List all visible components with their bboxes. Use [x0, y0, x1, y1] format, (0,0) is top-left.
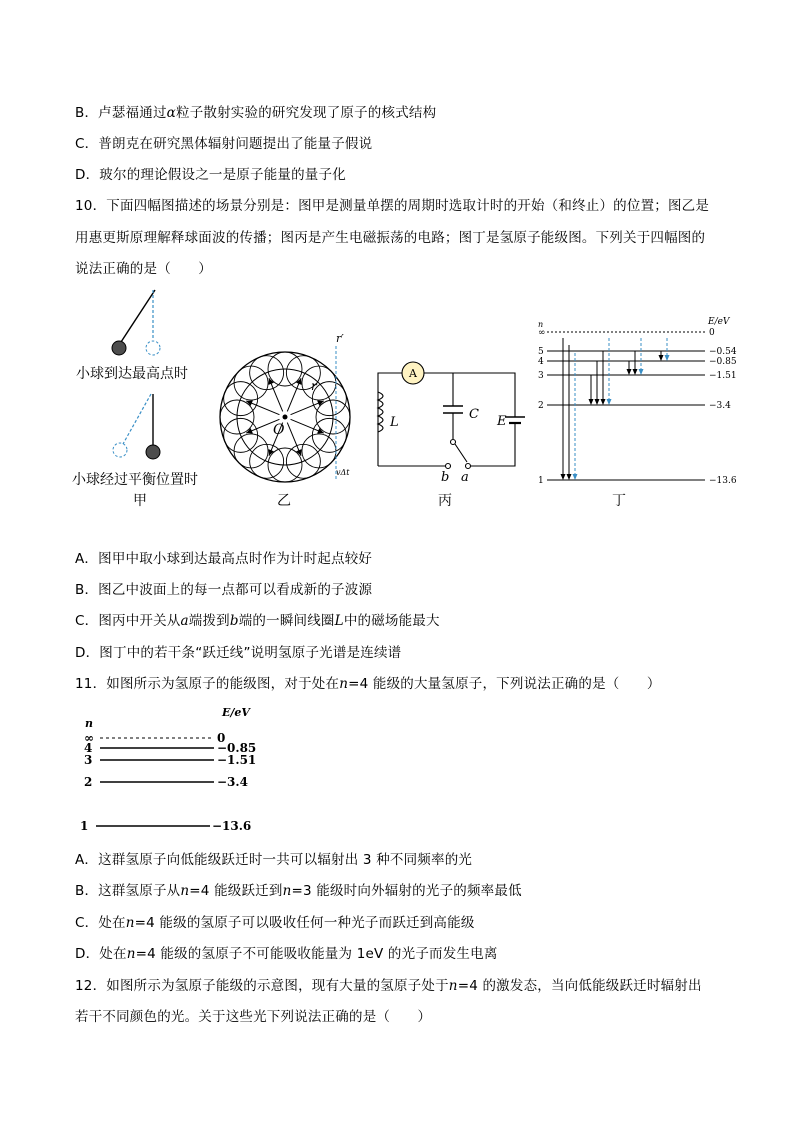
q10-option-c-text-2: 端拨到: [188, 613, 230, 629]
ding-level-energy: 0: [709, 328, 715, 338]
ding-transition-arrowhead: [665, 355, 670, 361]
ding-level-energy: −13.6: [709, 476, 737, 486]
ding-transition-arrowhead: [601, 399, 606, 405]
q11-energy-level-figure: [70, 702, 270, 837]
ding-level-n: 4: [538, 357, 544, 367]
huygens-figure-yi: [220, 332, 350, 509]
pendulum-string-top: [121, 290, 155, 342]
battery-label: E: [497, 414, 507, 429]
yi-label: 乙: [277, 493, 291, 509]
ding-transition-arrowhead: [627, 369, 632, 375]
ding-transition-arrowhead: [561, 474, 566, 480]
ammeter-label: A: [409, 367, 417, 380]
energy-level-figure-ding: [538, 317, 737, 509]
q11-option-d: [75, 945, 498, 963]
q10-figure: [0, 280, 794, 510]
alpha-symbol: α: [166, 105, 176, 121]
q10-option-c-text-3: 端的一瞬间线圈: [238, 613, 335, 629]
q11-option-b-text-3: =3 能级时向外辐射的光子的频率最低: [291, 883, 522, 899]
huygens-label-O: O: [273, 422, 285, 438]
q11-option-d-text-1: D．处在: [75, 946, 127, 962]
q11-level-n: ∞: [84, 731, 94, 745]
lc-circuit-labels: [389, 367, 507, 509]
ding-transition-arrowhead: [659, 355, 664, 361]
huygens-label-dt: vΔt: [336, 468, 350, 477]
q11-option-c: [75, 914, 475, 932]
q12-stem-line2: 若干不同颜色的光。关于这些光下列说法正确的是（ ）: [75, 1009, 432, 1025]
q11-level-lines: [80, 731, 256, 833]
ding-level-n: ∞: [538, 328, 546, 338]
q10-option-c-b: b: [229, 613, 239, 629]
ding-transition-arrowhead: [639, 369, 644, 375]
q11-level-energy: −0.85: [217, 741, 257, 755]
ding-transition-arrowhead: [607, 399, 612, 405]
pendulum-figure-jia: [72, 290, 198, 509]
q11-stem: [75, 675, 661, 693]
switch-blade: [455, 444, 467, 462]
q10-option-c-text-1: C．图丙中开关从: [75, 613, 181, 629]
q11-option-d-text-2: =4 能级的氢原子不可能吸收能量为 1eV 的光子而发生电离: [135, 946, 498, 962]
q11-level-energy: −1.51: [217, 753, 257, 767]
jia-top-caption: 小球到达最高点时: [76, 366, 188, 382]
ding-transition-arrowhead: [573, 474, 578, 480]
q9-option-d: D．玻尔的理论假设之一是原子能量的量子化: [75, 167, 346, 183]
q10-option-b: B．图乙中波面上的每一点都可以看成新的子波源: [75, 582, 373, 598]
q11-option-d-n: n: [126, 946, 136, 962]
ding-transition-arrowhead: [567, 474, 572, 480]
ding-label: 丁: [612, 493, 626, 509]
q11-level-energy: −13.6: [212, 819, 252, 833]
q10-stem-line3: 说法正确的是（ ）: [75, 261, 212, 277]
capacitor-label: C: [469, 407, 479, 422]
bing-label: 丙: [438, 493, 452, 509]
jia-bottom-caption: 小球经过平衡位置时: [72, 472, 198, 488]
q12-stem-text-1: 12．如图所示为氢原子能级的示意图，现有大量的氢原子处于: [75, 978, 449, 994]
ding-level-n: 5: [538, 347, 544, 357]
q11-level-n: 4: [84, 741, 93, 755]
q10-stem-line1: 10．下面四幅图描述的场景分别是：图甲是测量单摆的周期时选取计时的开始（和终止）的位置；图乙是: [75, 198, 710, 214]
huygens-label-rprime: r′: [336, 332, 344, 345]
q11-level-energy: −3.4: [217, 775, 248, 789]
inductor-coil: [378, 392, 383, 432]
q9-option-c: C．普朗克在研究黑体辐射问题提出了能量子假说: [75, 136, 373, 152]
q11-option-b-text-1: B．这群氢原子从: [75, 883, 181, 899]
q11-option-b: [75, 882, 522, 900]
switch-pivot: [451, 440, 456, 445]
ding-level-lines: [538, 328, 737, 486]
q11-level-energy: 0: [217, 731, 226, 745]
q9-option-b-text-2: 粒子散射实验的研究发现了原子的核式结构: [176, 105, 437, 121]
ding-level-energy: −0.54: [709, 347, 737, 357]
q11-stem-text-2: =4 能级的大量氢原子，下列说法正确的是（ ）: [348, 676, 661, 692]
q11-option-c-text-1: C．处在: [75, 915, 126, 931]
ding-transition-arrows: [561, 338, 670, 480]
q10-option-c-L: L: [334, 613, 344, 629]
terminal-b-label: b: [441, 470, 450, 485]
ding-transition-arrowhead: [595, 399, 600, 405]
ding-level-n: 3: [538, 371, 544, 381]
inductor-label: L: [390, 415, 399, 430]
ding-level-n: 1: [538, 476, 544, 486]
switch-terminal-b: [446, 464, 451, 469]
pendulum-ghost-ball-bottom: [113, 443, 127, 457]
q12-stem-n: n: [448, 978, 458, 994]
q11-level-n: 1: [80, 819, 89, 833]
q11-option-a: A．这群氢原子向低能级跃迁时一共可以辐射出 3 种不同频率的光: [75, 852, 473, 868]
q10-option-c-a: a: [180, 613, 189, 629]
q9-option-b-text: B．卢瑟福通过: [75, 105, 167, 121]
q11-level-n: 2: [84, 775, 93, 789]
q10-option-d: D．图丁中的若干条“跃迁线”说明氢原子光谱是连续谱: [75, 645, 402, 661]
ding-level-energy: −1.51: [709, 371, 737, 381]
pendulum-ghost-ball-top: [146, 341, 160, 355]
circuit-wire-bottom-right: [471, 423, 515, 466]
q11-option-c-n: n: [125, 915, 135, 931]
q10-option-c-text-4: 中的磁场能最大: [343, 613, 440, 629]
ding-level-energy: −0.85: [709, 357, 737, 367]
huygens-center-point: [283, 415, 288, 420]
pendulum-ball-top: [112, 341, 126, 355]
q11-option-b-n2: n: [282, 883, 292, 899]
ding-transition-arrowhead: [633, 369, 638, 375]
q10-option-a: A．图甲中取小球到达最高点时作为计时起点较好: [75, 551, 373, 567]
switch-terminal-a: [466, 464, 471, 469]
ding-level-n: 2: [538, 401, 544, 411]
q11-option-b-n1: n: [180, 883, 190, 899]
q11-option-c-text-2: =4 能级的氢原子可以吸收任何一种光子而跃迁到高能级: [134, 915, 475, 931]
q12-stem-line1: [75, 977, 702, 995]
huygens-label-r: r: [311, 379, 317, 393]
jia-label: 甲: [133, 493, 147, 509]
q11-unit-label: E/eV: [222, 706, 250, 719]
ding-n-label: n: [538, 320, 544, 329]
pendulum-dashed-string-bottom: [123, 394, 151, 444]
q11-n-label: n: [85, 717, 93, 730]
q11-level-n: 3: [84, 753, 93, 767]
q10-option-c: [75, 612, 440, 630]
ding-level-energy: −3.4: [709, 401, 731, 411]
q11-stem-text-1: 11．如图所示为氢原子的能级图，对于处在: [75, 676, 340, 692]
q12-stem-text-2: =4 的激发态，当向低能级跃迁时辐射出: [457, 978, 702, 994]
q11-stem-n: n: [339, 676, 349, 692]
q10-stem-line2: 用惠更斯原理解释球面波的传播；图丙是产生电磁振荡的电路；图丁是氢原子能级图。下列关于四幅图的: [75, 230, 706, 246]
ding-unit-label: E/eV: [708, 317, 730, 327]
terminal-a-label: a: [461, 470, 469, 485]
ding-transition-arrowhead: [589, 399, 594, 405]
q9-option-b: [75, 104, 436, 122]
pendulum-ball-bottom: [146, 445, 160, 459]
q11-option-b-text-2: =4 能级跃迁到: [189, 883, 283, 899]
